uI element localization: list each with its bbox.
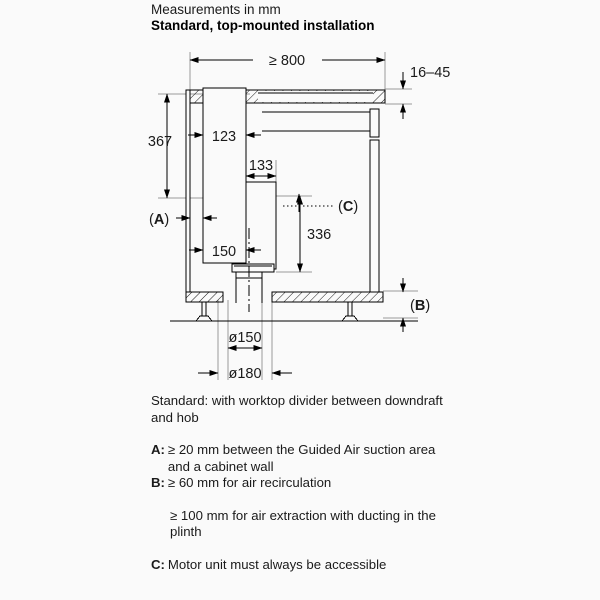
dim-duct-inner-150: ø150 xyxy=(228,330,262,346)
note-value-a: ≥ 20 mm between the Guided Air suction area and a cabinet wall xyxy=(167,442,436,474)
installation-type-title: Standard, top-mounted installation xyxy=(151,18,375,33)
dim-height-367: 367 xyxy=(147,134,173,150)
note-value-c: Motor unit must always be accessible xyxy=(167,556,387,572)
note-spacer-1 xyxy=(151,492,451,508)
dim-depth-133: 133 xyxy=(248,158,274,174)
dim-depth-123: 123 xyxy=(211,129,237,145)
note-key-b: B: xyxy=(151,475,165,490)
dim-duct-outer-180: ø180 xyxy=(228,366,262,382)
callout-a-label: (A) xyxy=(149,212,170,228)
note-key-c: C: xyxy=(151,556,165,572)
dim-worktop-thickness: 16–45 xyxy=(410,65,451,81)
note-item-b xyxy=(151,475,451,492)
note-b-extra: ≥ 100 mm for air extraction with ducting in the plinth xyxy=(170,507,436,539)
note-item-c xyxy=(151,557,451,574)
note-spacer-2 xyxy=(151,541,451,557)
dim-height-336: 336 xyxy=(307,227,332,243)
note-value-b: ≥ 60 mm for air recirculation xyxy=(167,475,332,490)
note-item-a xyxy=(151,442,451,475)
note-key-a: A: xyxy=(151,442,165,457)
dim-width-800: ≥ 800 xyxy=(268,53,306,69)
callout-b-label: (B) xyxy=(410,298,431,314)
note-standard: Standard: with worktop divider between downdraft and hob xyxy=(151,393,443,425)
callout-c-label: (C) xyxy=(338,199,359,215)
notes-block xyxy=(151,393,451,573)
dim-depth-150: 150 xyxy=(211,244,237,260)
measurements-unit-label: Measurements in mm xyxy=(151,2,281,17)
